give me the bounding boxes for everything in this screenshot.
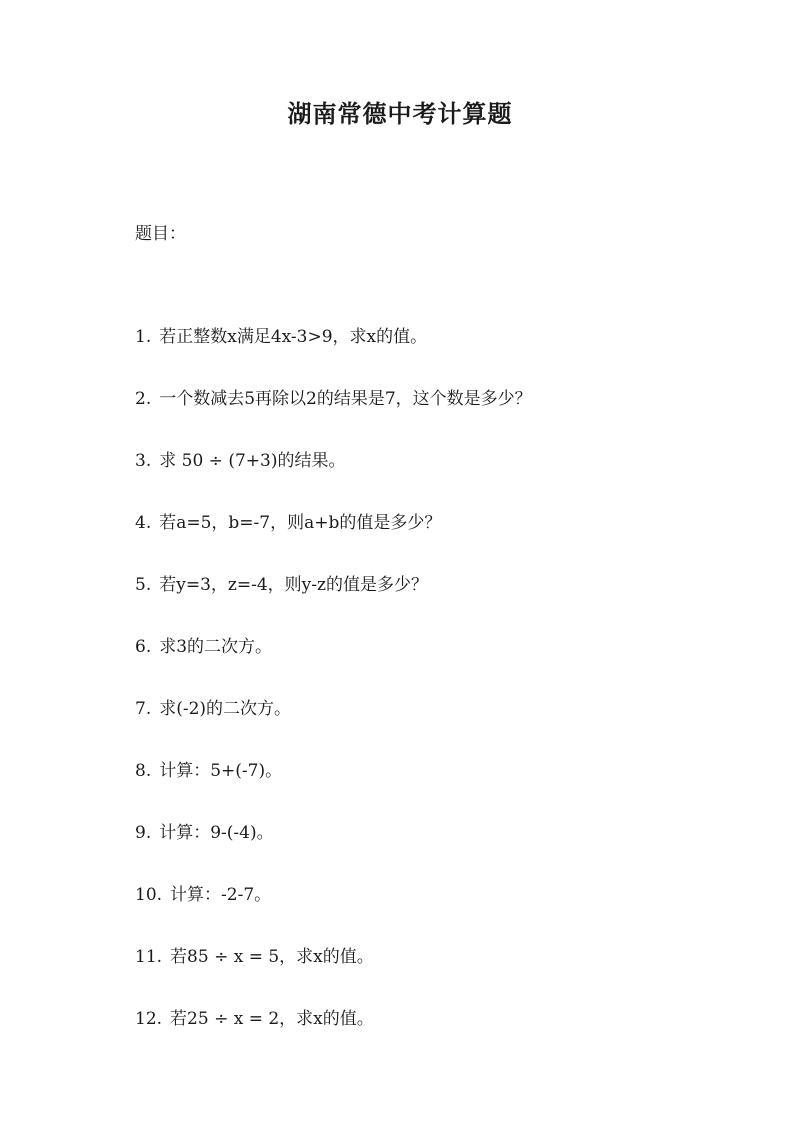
section-label: 题目： [135,224,186,244]
question-number: 5. [135,575,152,595]
question-list [135,325,735,1069]
question-number: 6. [135,637,152,657]
question-number: 9. [135,823,152,843]
question-text: 计算：5+(-7)。 [159,761,283,781]
question-item [135,325,735,387]
question-number: 8. [135,761,152,781]
question-number: 3. [135,451,152,471]
question-item [135,573,735,635]
question-item [135,883,735,945]
question-text: 若y=3，z=-4，则y-z的值是多少？ [159,575,428,595]
question-number: 4. [135,513,152,533]
question-item [135,1007,735,1069]
document-title: 湖南常德中考计算题 [287,99,513,128]
question-number: 1. [135,327,152,347]
question-text: 求3的二次方。 [159,637,273,657]
question-text: 若正整数x满足4x-3>9，求x的值。 [159,327,428,347]
question-number: 11. [135,947,163,967]
question-text: 若a=5，b=-7，则a+b的值是多少？ [159,513,442,533]
question-text: 计算：9-(-4)。 [159,823,274,843]
question-item [135,821,735,883]
question-text: 一个数减去5再除以2的结果是7，这个数是多少？ [159,389,532,409]
question-text: 求 50 ÷ (7+3)的结果。 [159,451,346,471]
question-item [135,635,735,697]
question-text: 若25 ÷ x = 2，求x的值。 [170,1009,374,1029]
question-item [135,759,735,821]
question-number: 2. [135,389,152,409]
question-item [135,511,735,573]
question-text: 计算：-2-7。 [170,885,272,905]
question-number: 10. [135,885,163,905]
question-item [135,697,735,759]
question-number: 7. [135,699,152,719]
question-text: 若85 ÷ x = 5，求x的值。 [170,947,374,967]
question-item [135,387,735,449]
question-item [135,945,735,1007]
question-number: 12. [135,1009,163,1029]
question-text: 求(-2)的二次方。 [159,699,292,719]
question-item [135,449,735,511]
